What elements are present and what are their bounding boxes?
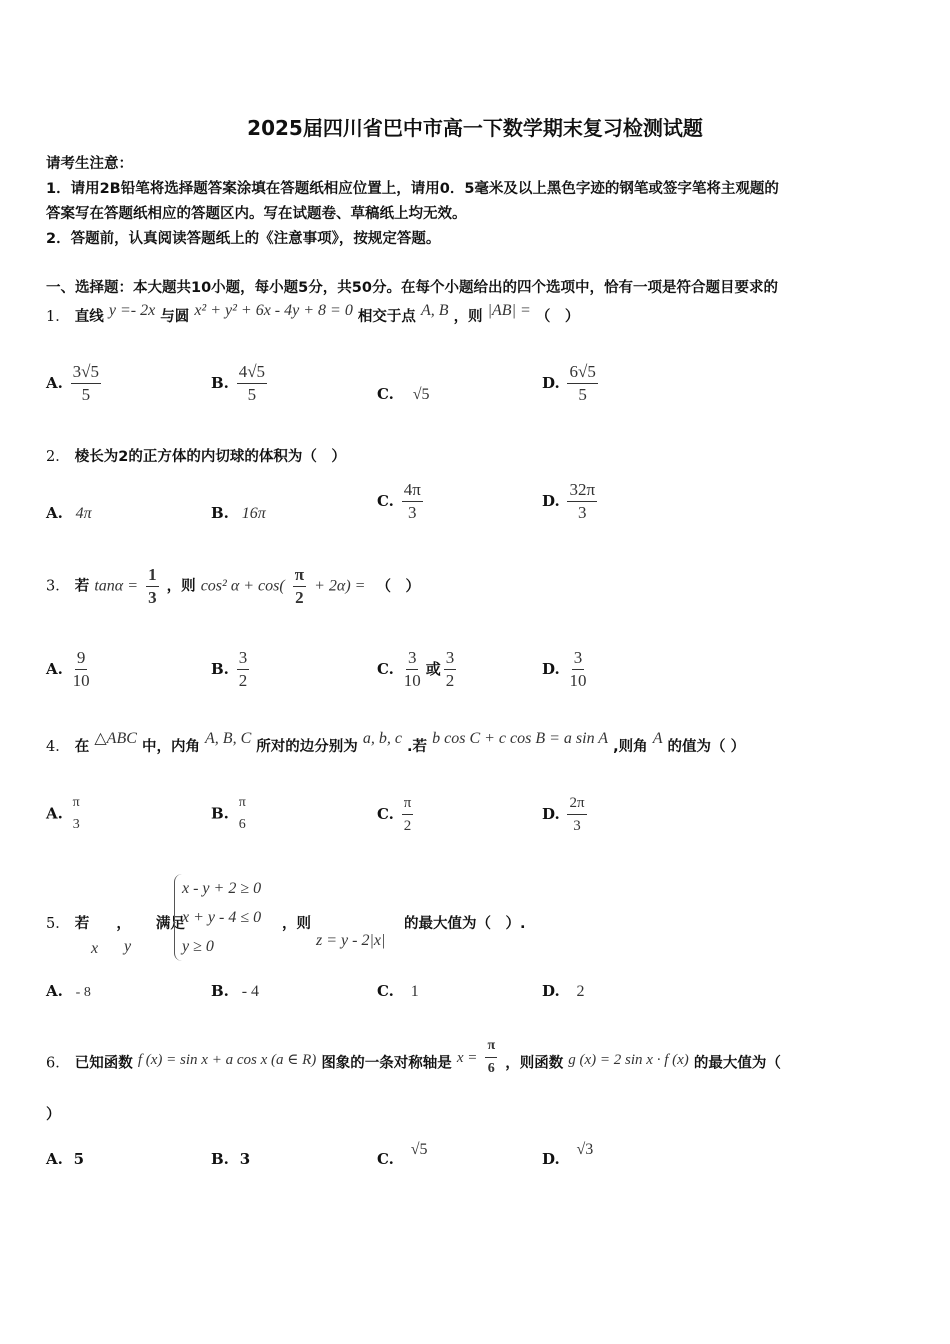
option-a[interactable]	[46, 362, 104, 405]
notice-1b: 答案写在答题纸相应的答题区内。写在试题卷、草稿纸上均无效。	[46, 206, 467, 222]
option-value: √5	[412, 386, 430, 403]
option-value: 3	[239, 1150, 251, 1168]
option-c[interactable]	[377, 982, 419, 1001]
fraction: $\frac{3√5}{5}$	[72, 362, 99, 404]
option-b[interactable]	[211, 648, 252, 691]
q-text: ，则	[166, 578, 196, 595]
q-text: 与圆	[160, 309, 190, 325]
section-heading: 一、选择题：本大题共10小题，每小题5分，共50分。在每个小题给出的四个选项中，恰有一项是符合题目要求的	[46, 280, 778, 296]
fraction: $\frac{3}{10}$	[569, 648, 587, 690]
option-value: √3	[576, 1141, 594, 1158]
option-value: √5	[410, 1141, 428, 1158]
option-label: D.	[542, 982, 560, 1000]
question-6	[46, 1038, 781, 1085]
q-text: ，则	[453, 309, 483, 325]
fraction: $\frac{32\pi}{3}$	[569, 480, 596, 522]
option-b[interactable]	[211, 982, 259, 1001]
question-number: 4．	[46, 739, 70, 755]
option-label: C.	[377, 805, 394, 823]
question-number: 2．	[46, 449, 70, 465]
option-label: C.	[377, 1150, 394, 1168]
question-2	[46, 445, 346, 466]
q-math: A	[652, 730, 663, 747]
option-d[interactable]	[542, 480, 600, 523]
option-b[interactable]	[211, 362, 270, 405]
option-c[interactable]	[377, 1141, 428, 1169]
option-value: 16π	[241, 505, 266, 522]
q-text: 满足	[155, 916, 185, 932]
q-math: tanα =	[94, 577, 138, 595]
q-text: 直线	[74, 309, 104, 325]
q-math: x =	[456, 1049, 478, 1066]
option-c[interactable]	[377, 648, 459, 691]
option-label: A.	[46, 504, 63, 522]
option-a[interactable]	[46, 1150, 84, 1168]
fraction: $\frac{\pi}{2}$	[294, 565, 305, 607]
option-label: B.	[211, 374, 229, 392]
option-label: A.	[46, 804, 63, 823]
fraction: $\frac{4√5}{5}$	[238, 362, 266, 404]
q-text: 的最大值为（	[693, 1055, 781, 1072]
var-y: y	[124, 938, 132, 955]
or-text: 或	[425, 660, 441, 678]
option-label: B.	[211, 660, 229, 678]
question-6-cont: ）	[46, 1107, 61, 1123]
question-5-tail	[282, 912, 311, 933]
option-d[interactable]	[542, 982, 584, 1001]
option-d[interactable]	[542, 1141, 594, 1169]
fraction: $\frac{\pi}{6}$	[487, 1038, 496, 1076]
option-label: D.	[542, 492, 560, 510]
option-value: 1	[410, 983, 419, 1000]
option-value: 5	[73, 1150, 85, 1168]
option-c[interactable]	[377, 480, 426, 523]
var-x: x	[91, 940, 99, 957]
q-text: 中，内角	[141, 739, 200, 755]
q-math: + 2α) =	[314, 577, 366, 595]
notice-heading: 请考生注意：	[46, 156, 133, 172]
option-a[interactable]	[46, 793, 85, 835]
option-label: B.	[211, 982, 229, 1000]
option-label: C.	[377, 982, 394, 1000]
q-math: a, b, c	[362, 730, 402, 747]
option-value: - 4	[241, 983, 260, 1000]
option-b[interactable]	[211, 793, 251, 835]
q-text: 的最大值为（ ）.	[404, 916, 526, 932]
option-c[interactable]	[377, 385, 429, 404]
q-math: b cos C + c cos B = a sin A	[432, 730, 609, 747]
option-value: 2	[576, 983, 585, 1000]
option-value: 4π	[75, 505, 92, 522]
fraction: $\frac{3}{2}$	[238, 648, 248, 690]
objective-z: z = y - 2|x|	[316, 932, 386, 949]
q-text: 若	[74, 578, 90, 595]
option-label: D.	[542, 805, 560, 823]
notice-2: 2．答题前，认真阅读答题纸上的《注意事项》，按规定答题。	[46, 231, 441, 247]
option-d[interactable]	[542, 793, 590, 836]
option-label: A.	[46, 982, 63, 1000]
constraint-system	[174, 874, 261, 961]
option-label: A.	[46, 1150, 63, 1168]
fraction: $\frac{\pi}{2}$	[403, 795, 412, 834]
option-label: C.	[377, 492, 394, 510]
option-a[interactable]	[46, 504, 92, 523]
fraction: $\frac{3}{2}$	[445, 648, 455, 690]
fraction: $\frac{6√5}{5}$	[569, 362, 596, 404]
option-label: B.	[211, 1150, 229, 1168]
fraction: $\frac{3}{10}$	[403, 648, 421, 690]
question-1	[46, 302, 580, 326]
constraint-1: x - y + 2 ≥ 0	[182, 880, 262, 897]
q-math: cos² α + cos(	[200, 577, 285, 595]
q-text: ，则函数	[505, 1055, 564, 1072]
q-text: .若	[407, 739, 428, 755]
fraction: $\frac{9}{10}$	[72, 648, 90, 690]
option-label: B.	[211, 804, 229, 823]
q-math: y =- 2x	[108, 302, 156, 319]
q-text: 在	[74, 739, 90, 755]
q-math: f (x) = sin x + a cos x (a ∈ R)	[137, 1051, 317, 1068]
question-number: 1．	[46, 309, 70, 325]
page-title: 2025届四川省巴中市高一下数学期末复习检测试题	[247, 116, 703, 140]
option-label: C.	[377, 385, 394, 403]
option-b[interactable]	[211, 504, 266, 523]
option-d[interactable]	[542, 362, 601, 405]
q-text: 的值为（ ）	[667, 739, 746, 755]
q-math: A, B	[420, 302, 449, 319]
option-label: D.	[542, 660, 560, 678]
question-3	[46, 565, 420, 608]
fraction: π 3	[72, 795, 80, 832]
fraction: π 6	[238, 795, 246, 832]
q-text: 已知函数	[74, 1055, 133, 1072]
option-c[interactable]	[377, 793, 416, 836]
q-text: （ ）	[535, 309, 580, 325]
question-number: 3．	[46, 578, 70, 595]
q-math: x² + y² + 6x - 4y + 8 = 0	[194, 302, 353, 319]
constraint-3: y ≥ 0	[182, 938, 214, 955]
option-label: A.	[46, 374, 63, 392]
q-text: ，则	[282, 916, 311, 932]
question-number: 6．	[46, 1055, 70, 1072]
fraction: $\frac{1}{3}$	[148, 565, 157, 607]
constraint-2: x + y - 4 ≤ 0	[182, 909, 262, 926]
fraction: $\frac{4\pi}{3}$	[403, 480, 421, 522]
question-4	[46, 730, 746, 756]
option-label: C.	[377, 660, 394, 678]
option-label: D.	[542, 374, 560, 392]
option-b[interactable]	[211, 1150, 250, 1168]
option-value: - 8	[75, 985, 91, 1000]
option-a[interactable]	[46, 648, 95, 691]
q-text: ,则角	[613, 739, 648, 755]
fraction: $\frac{2\pi}{3}$	[569, 795, 585, 834]
option-label: D.	[542, 1150, 560, 1168]
q-text: 所对的边分别为	[256, 739, 358, 755]
q-text: ，	[116, 916, 131, 932]
option-d[interactable]	[542, 648, 591, 691]
option-a[interactable]	[46, 982, 91, 1001]
q-text: 棱长为2的正方体的内切球的体积为（ ）	[74, 449, 346, 465]
question-5	[46, 912, 185, 933]
option-label: A.	[46, 660, 63, 678]
q-math: |AB| =	[487, 302, 531, 319]
q-math: △ABC	[94, 730, 137, 747]
q-text: 图象的一条对称轴是	[321, 1055, 452, 1072]
q-text: 相交于点	[357, 309, 416, 325]
question-number: 5．	[46, 916, 70, 932]
question-5-end	[404, 912, 526, 933]
option-label: B.	[211, 504, 229, 522]
q-math: A, B, C	[205, 730, 252, 747]
q-text: 若	[74, 916, 90, 932]
q-math: g (x) = 2 sin x · f (x)	[568, 1051, 689, 1068]
q-text: （ ）	[376, 578, 421, 595]
notice-1a: 1．请用2B铅笔将选择题答案涂填在答题纸相应位置上，请用0．5毫米及以上黑色字迹的钢笔或签字笔将主观题的	[46, 181, 779, 197]
